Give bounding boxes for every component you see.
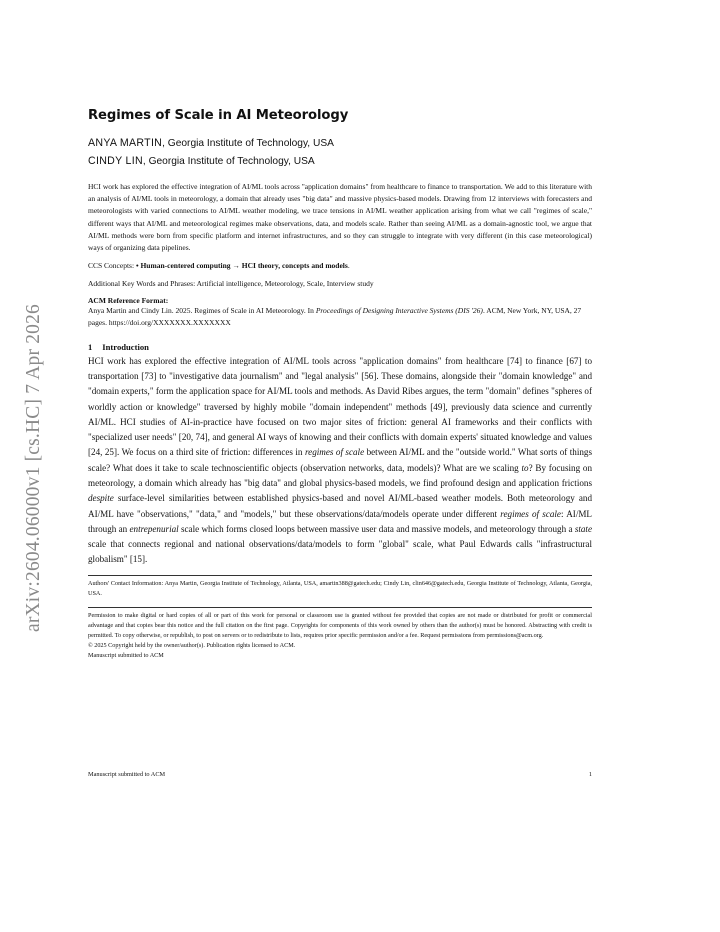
abstract: HCI work has explored the effective integration of AI/ML tools across "application domains" from healthcare to finance to transportation. We add to this literature with an analysis of AI/ML tools in meteorology, a domain that already uses "big data" and massive physics-based models. Drawing from 12 interviews with forecasters and meteorologists with varied connections to AI/ML weather modeling, we trace tensions in AI/ML weather application arising from what we call "regimes of scale," different ways that AI/ML and meteorological regimes make observations, data, and models scale. Rather than seeing AI/ML as a domain-agnostic tool, we argue that AI/ML methods were born from specific platform and internet infrastructures, and so they can struggle to integrate with very different (in this case meteorological) ways of organizing data pipelines.: [88, 182, 592, 253]
text-run: ? By focusing on meteorology, a domain which already has "big data" and global physics-based models, we find profound design and application frictions: [88, 462, 593, 488]
ccs-bullet: •: [135, 261, 141, 271]
arxiv-identifier-sidebar: [19, 262, 49, 674]
introduction-paragraph: [88, 354, 592, 568]
author-1: [88, 137, 592, 149]
paper-title: Regimes of Scale in AI Meteorology: [88, 108, 349, 123]
paper-page: [88, 108, 592, 661]
italic-run: despite: [88, 493, 114, 504]
text-run: HCI work has explored the effective integration of AI/ML tools across "application domains" from healthcare [74] to finance [67] to transportation [73] to "investigative data journalism" and "legal analysis" [56]. These domains, alongside their "domain knowledge" and "domain experts," form the application space for AI/ML tools and methods. As David Ribes argues, the term "domain" defines "spheres of worldly action or knowledge" traversed by highly mobile "domain independent" methods [49], previously data science and currently AI/ML. HCI studies of AI-in-practice have focused on two major sites of friction: general AI frameworks and their conflicts with "specialized user needs" [20, 74], and general AI ways of knowing and their conflicts with domain experts' situated knowledge and values [24, 25]. We focus on a third site of friction: differences in: [88, 355, 592, 458]
page-number: 1: [588, 771, 592, 778]
author-affiliation: , Georgia Institute of Technology, USA: [142, 156, 315, 167]
author-affiliation: , Georgia Institute of Technology, USA: [162, 138, 334, 149]
italic-run: entrepenurial: [129, 523, 179, 534]
section-title: Introduction: [102, 341, 149, 352]
author-name: ANYA MARTIN: [88, 137, 163, 149]
text-run: . ACM, New York, NY, USA, 27 pages. https://doi.org/XXXXXXX.XXXXXXX: [88, 306, 582, 328]
manuscript-note: Manuscript submitted to ACM: [88, 651, 164, 659]
italic-run: to: [521, 462, 529, 473]
text-run: surface-level similarities between established physics-based and novel AI/ML-based weather models. Both meteorology and AI/ML have "observations," "data," and "models," but these observations/data/models operate under different: [88, 493, 592, 519]
italic-run: regimes of scale: [500, 508, 561, 519]
permissions-rule: [88, 607, 592, 608]
ccs-label: CCS Concepts:: [88, 261, 136, 271]
author-contact-info: Authors' Contact Information: Anya Martin, Georgia Institute of Technology, Atlanta, USA, amartin388@gatech.edu; Cindy Lin, clin646@gatech.edu, Georgia Institute of Technology, Atlanta, Georgia, USA.: [88, 579, 592, 597]
page-footer: [88, 771, 592, 778]
acm-reference-heading: ACM Reference Format:: [88, 296, 169, 306]
italic-run: state: [574, 523, 592, 534]
keywords: Additional Key Words and Phrases: Artificial intelligence, Meteorology, Scale, Interview study: [88, 279, 374, 289]
author-name: CINDY LIN: [88, 155, 143, 167]
ccs-concepts-text: Human-centered computing → HCI theory, concepts and models: [140, 261, 348, 271]
ccs-end: .: [347, 261, 350, 271]
section-number: 1: [88, 341, 93, 352]
footer-manuscript-note: Manuscript submitted to ACM: [88, 771, 166, 778]
footnote-rule: [88, 575, 592, 576]
italic-run: Proceedings of Designing Interactive Systems (DIS '26): [315, 306, 483, 316]
text-run: : AI/ML through an: [88, 508, 592, 534]
italic-run: regimes of scale: [304, 447, 365, 458]
acm-reference-text: [88, 305, 592, 329]
text-run: between AI/ML and the "outside world." What sorts of things scale? What does it take to scale technoscientific objects (observation networks, data, models)? What are we scaling: [88, 447, 592, 473]
arxiv-id: arXiv:2604.06000v1 [cs.HC] 7 Apr 2026: [23, 303, 44, 633]
author-2: [88, 155, 592, 167]
text-run: Anya Martin and Cindy Lin. 2025. Regimes of Scale in AI Meteorology. In: [88, 306, 316, 316]
section-heading-introduction: [88, 342, 592, 352]
text-run: scale that connects regional and national observations/data/models to form "global" scale, what Paul Edwards calls "infrastructural globalism" [15].: [88, 539, 592, 565]
permissions-notice: Permission to make digital or hard copies of all or part of this work for personal or classroom use is granted without fee provided that copies are not made or distributed for profit or commercial advantage and that copies bear this notice and the full citation on the first page. Copyrights for components of this work owned by others than the author(s) must be honored. Abstracting with credit is permitted. To copy otherwise, or republish, to post on servers or to redistribute to lists, requires prior specific permission and/or a fee. Request permissions from permissions@acm.org.: [88, 611, 592, 639]
copyright-notice: © 2025 Copyright held by the owner/author(s). Publication rights licensed to ACM.: [88, 641, 296, 649]
ccs-concepts: [88, 260, 592, 272]
text-run: scale which forms closed loops between massive user data and massive models, and meteorology through a: [178, 523, 575, 534]
